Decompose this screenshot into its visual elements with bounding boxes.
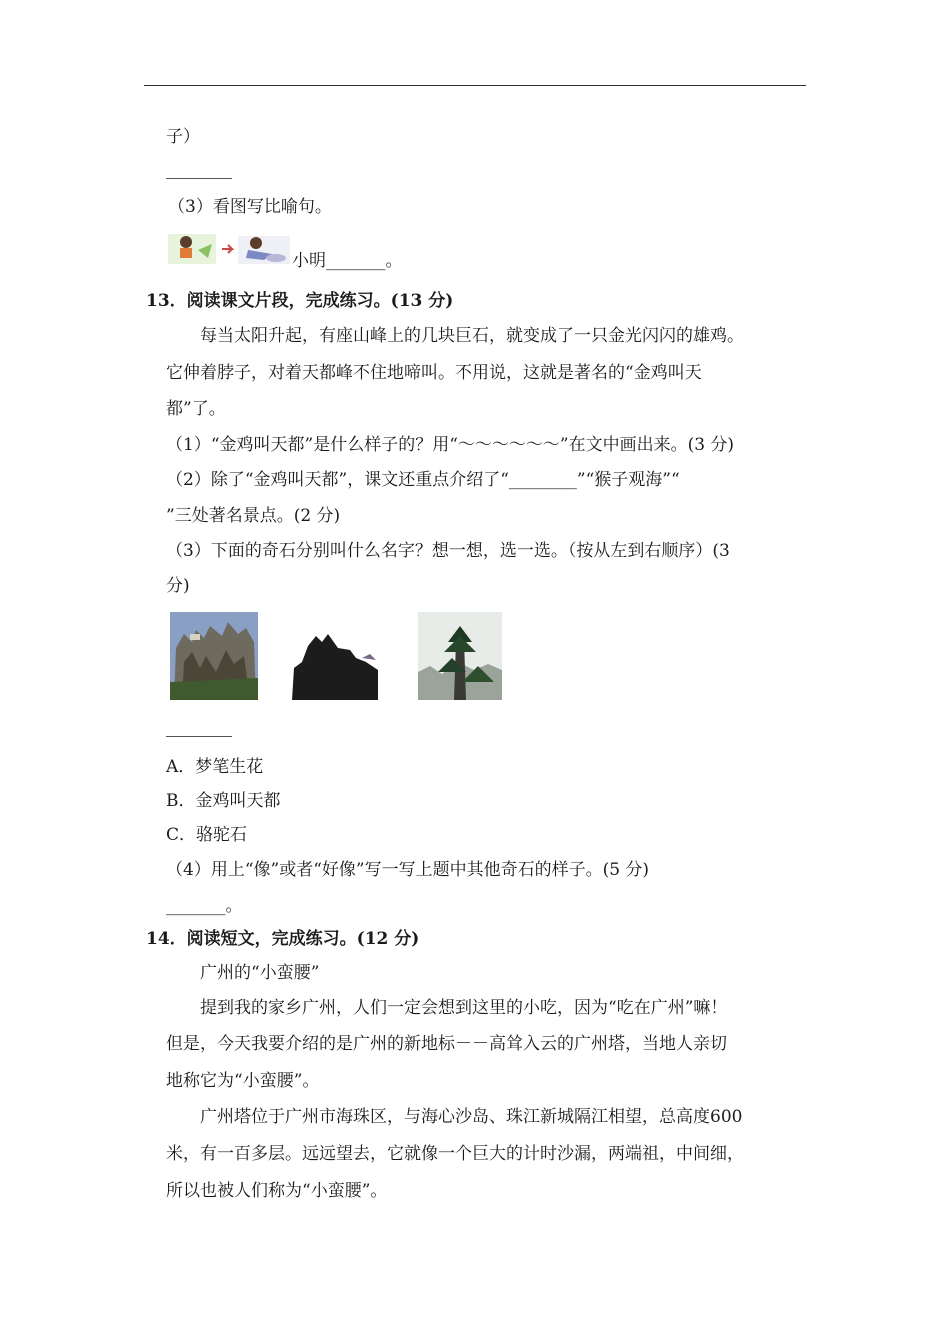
question-13-3: （3）下面的奇石分别叫什么名字？想一想，选一选。（按从左到右顺序）(3	[166, 541, 730, 561]
rock-photo-1	[170, 612, 258, 700]
rock-photo-2	[292, 628, 378, 700]
passage-14-line: 米，有一百多层。远远望去，它就像一个巨大的计时沙漏，两端祖，中间细，	[166, 1144, 744, 1164]
rock-photo-3	[418, 612, 502, 700]
option-c: C．骆驼石	[166, 825, 248, 845]
answer-blank[interactable]	[166, 736, 232, 737]
question-12-3-answer: 小明_______。	[292, 251, 403, 271]
question-13-1: （1）“金鸡叫天都”是什么样子的？用“～～～～～～”在文中画出来。(3 分)	[166, 435, 735, 455]
question-13-2-cont: ”三处著名景点。(2 分)	[166, 506, 341, 526]
boy-skating-illustration	[168, 232, 290, 266]
passage-14-line: 但是，今天我要介绍的是广州的新地标－－高耸入云的广州塔，当地人亲切	[166, 1034, 727, 1054]
passage-13-line: 它伸着脖子，对着天都峰不住地啼叫。不用说，这就是著名的“金鸡叫天	[166, 363, 702, 383]
question-13-3-cont: 分)	[166, 576, 190, 596]
passage-14-line: 地称它为“小蛮腰”。	[166, 1071, 320, 1091]
passage-14-line: 所以也被人们称为“小蛮腰”。	[166, 1181, 388, 1201]
question-13-title: 13．阅读课文片段，完成练习。(13 分)	[146, 291, 454, 311]
text-line: 子）	[166, 127, 200, 147]
header-rule	[144, 85, 806, 86]
question-12-3: （3）看图写比喻句。	[168, 197, 332, 217]
passage-14-line: 广州塔位于广州市海珠区，与海心沙岛、珠江新城隔江相望，总高度600	[200, 1107, 743, 1127]
question-13-2: （2）除了“金鸡叫天都”，课文还重点介绍了“________”“猴子观海”“	[166, 470, 680, 490]
rock-photos	[166, 608, 504, 702]
answer-blank[interactable]	[166, 178, 232, 179]
option-a: A．梦笔生花	[166, 757, 264, 777]
question-13-4-answer: _______。	[166, 896, 243, 916]
question-13-4: （4）用上“像”或者“好像”写一写上题中其他奇石的样子。(5 分)	[166, 860, 650, 880]
question-14-title: 14．阅读短文，完成练习。(12 分)	[146, 929, 420, 949]
passage-14-line: 提到我的家乡广州，人们一定会想到这里的小吃，因为“吃在广州”嘛！	[200, 998, 728, 1018]
passage-13-line: 每当太阳升起，有座山峰上的几块巨石，就变成了一只金光闪闪的雄鸡。	[200, 326, 744, 346]
option-b: B．金鸡叫天都	[166, 791, 281, 811]
passage-14-title: 广州的“小蛮腰”	[200, 963, 320, 983]
passage-13-line: 都”了。	[166, 399, 226, 419]
